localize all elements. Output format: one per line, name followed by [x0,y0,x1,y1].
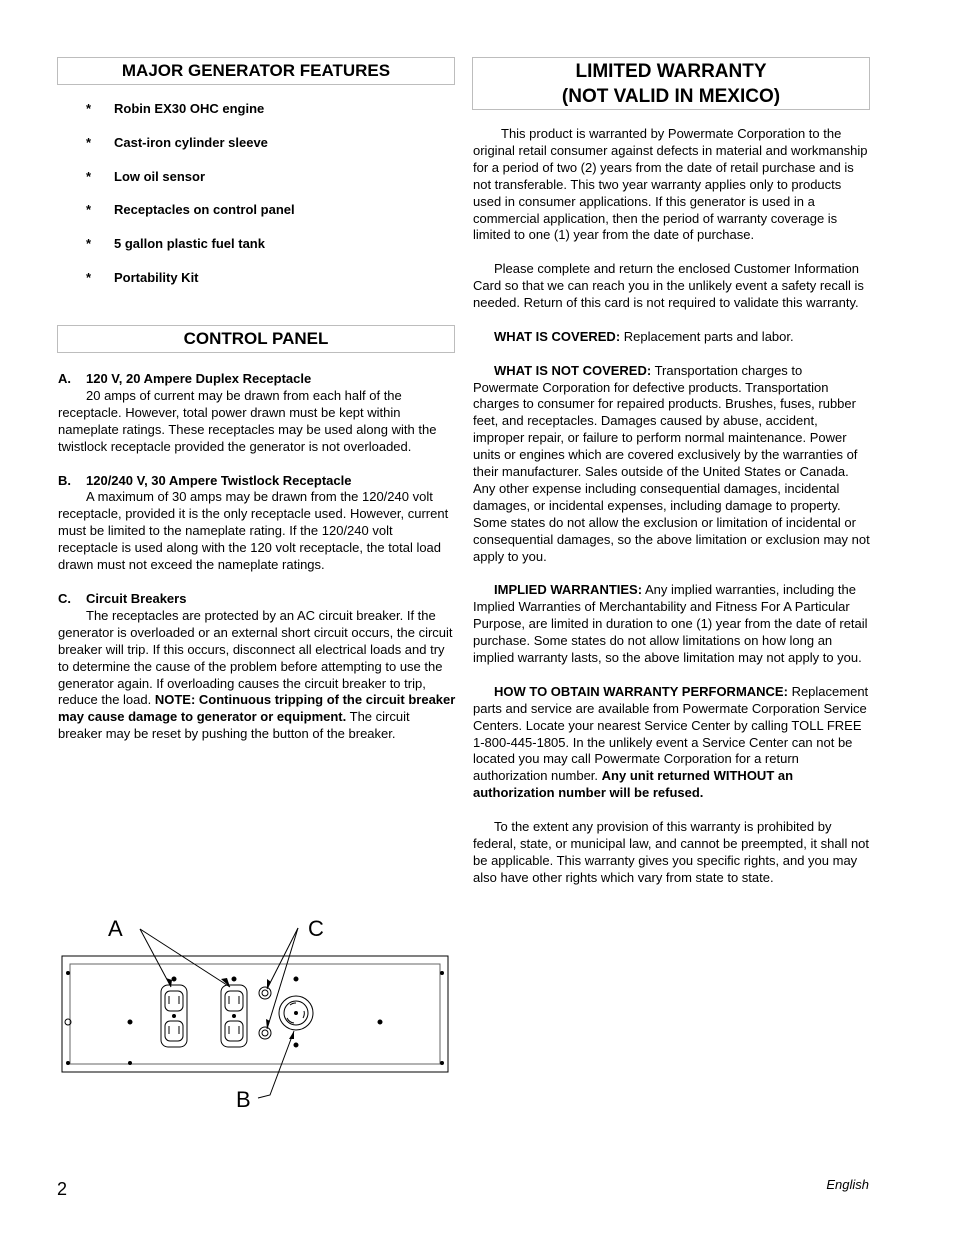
warranty-paragraph: To the extent any provision of this warranty is prohibited by federal, state, or municipal law, and cannot be preempted, it shall not be applicable. This warranty gives you specific rights, and you may also have other rights which vary from state to state. [473,819,870,885]
page-number: 2 [57,1179,68,1199]
circuit-breaker-2 [259,1027,271,1039]
warranty-paragraph: Please complete and return the enclosed Customer Information Card so that we can reach you in the unlikely event a safety recall is needed. Return of this card is not required to validate this warranty. [473,261,864,311]
list-item: * Robin EX30 OHC engine [86,101,265,116]
list-item: * 5 gallon plastic fuel tank [86,236,265,252]
list-item: * Cast-iron cylinder sleeve [86,134,268,150]
list-item: * Portability Kit [86,269,199,285]
circuit-breaker-1 [259,987,271,999]
section-body: The receptacles are protected by an AC circuit breaker. If the generator is overloaded or an external short circuit occurs, the circuit breaker will trip. If this occurs, disconnect all electrical loads and try to determine the cause of the problem before attempting to use the generator again. If overloading causes the circuit breaker to trip, reduce the load. NOTE: Continuous tripping of the circuit breaker may cause damage to generator or equipment. The circuit breaker may be reset by pushing the button of the breaker. [58,607,456,742]
control-panel-heading: CONTROL PANEL [57,325,455,353]
section-body: 20 amps of current may be drawn from each half of the receptacle. However, total power drawn must be kept within nameplate ratings. These receptacles may be used along with the twistlock receptacle provided the generator is not overloaded. [58,387,437,454]
language-label: English [826,1177,869,1192]
list-item: * Receptacles on control panel [86,202,295,218]
leader-a2 [140,929,230,987]
what-is-covered: WHAT IS COVERED: Replacement parts and labor. [494,328,794,344]
list-item: * Low oil sensor [86,168,206,184]
control-panel-sections [58,371,456,760]
features-list [86,101,446,304]
warranty-heading: LIMITED WARRANTY (NOT VALID IN MEXICO) [472,57,870,110]
label-c: C [308,916,324,941]
duplex-receptacle-1 [161,985,187,1047]
label-b: B [236,1087,251,1110]
duplex-receptacle-2 [221,985,247,1047]
warranty-paragraph: This product is warranted by Powermate Corporation to the original retail consumer against defects in material and workmanship for a period of two (2) years from the date of retail purchase and is not transferable. This two year warranty applies only to products used in consumer applications. If this generator is used in a commercial application, then the period of warranty coverage is limited to one (1) year from the date of purchase. [473,126,868,243]
section-a: A. 120 V, 20 Ampere Duplex Receptacle 20 amps of current may be drawn from each half of the receptacle. However, total power drawn must be kept within nameplate ratings. These receptacles may be used along with the twistlock receptacle provided the generator is not overloaded. [58,371,456,456]
section-c: C. Circuit Breakers The receptacles are protected by an AC circuit breaker. If the generator is overloaded or an external short circuit occurs, the circuit breaker will trip. If this occurs, disconnect all electrical loads and try to determine the cause of the problem before attempting to use the generator again. If overloading causes the circuit breaker to trip, reduce the load. NOTE: Continuous tripping of the circuit breaker may cause damage to generator or equipment. The circuit breaker may be reset by pushing the button of the breaker. [58,590,456,742]
section-b: B. 120/240 V, 30 Ampere Twistlock Receptacle A maximum of 30 amps may be drawn from the 120/240 volt receptacle, provided it is the only receptacle used. However, current must be limited to the nameplate rating. If the 120/240 volt receptacle is used along with the 120 volt receptacle, the total load drawn must not exceed the nameplate ratings. [58,473,456,574]
control-panel-diagram [58,915,454,1110]
warranty-text [473,126,871,904]
section-body: A maximum of 30 amps may be drawn from the 120/240 volt receptacle, provided it is the only receptacle used. However, current must be limited to the nameplate rating. If the 120/240 volt receptacle is used along with the 120 volt receptacle, the total load drawn must not exceed the nameplate ratings. [58,489,449,573]
panel-inner [70,964,440,1064]
panel-outline [62,956,448,1072]
label-a: A [108,916,123,941]
features-heading: MAJOR GENERATOR FEATURES [57,57,455,85]
how-to-obtain: HOW TO OBTAIN WARRANTY PERFORMANCE: Replacement parts and service are available from Powermate Corporation Service Centers. Locate your nearest Service Center by calling TOLL FREE 1-800-445-1805. In the unlikely event a Service Center can not be located you may call Powermate Corporation for a return authorization number. Any unit returned WITHOUT an authorization number will be refused. [473,683,869,801]
leader-c2 [267,928,298,1029]
implied-warranties: IMPLIED WARRANTIES: Any implied warranties, including the Implied Warranties of Merchantability and Fitness For A Particular Purpose, are limited in duration to one (1) year from the date of retail purchase. Some states do not allow limitations on how long an implied warranty lasts, so the above limitation may not apply to you. [473,582,868,666]
twistlock-receptacle [279,996,313,1030]
what-is-not-covered: WHAT IS NOT COVERED: Transportation charges to Powermate Corporation for defective products. Transportation charges to consumer for repaired products. Brushes, fuses, rubber feet, and receptacles. Damages caused by abuse, accident, improper repair, or failure to perform normal maintenance. Power units or engines which are covered exclusively by the warranties of their manufacturer. Sales outside of the United States or Canada. Any other expense including consequential damages, incidental damages, or incidental expenses, including damage to property. Some states do not allow the exclusion or limitation of incidental or consequential damages, so the above limitation or exclusion may not apply to you. [473,362,870,564]
